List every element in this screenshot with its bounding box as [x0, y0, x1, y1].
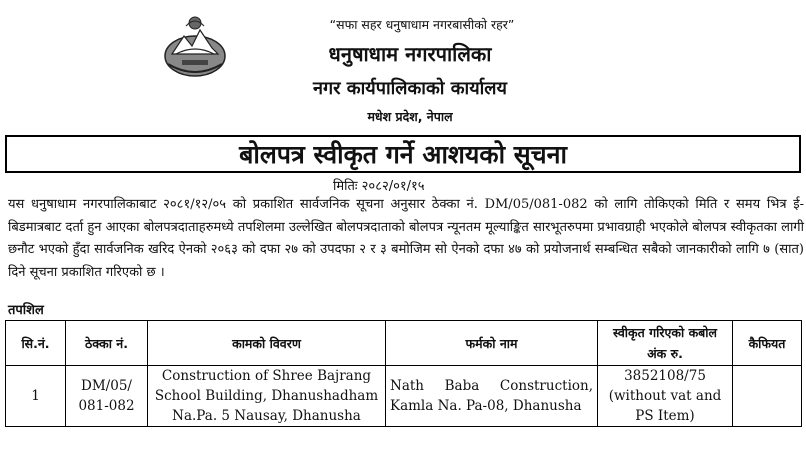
col-header-bid-amount: स्वीकृत गरिएको कबोल अंक रु. [598, 321, 733, 366]
motto: “सफा सहर धनुषाधाम नगरबासीको रहर” [329, 17, 515, 32]
notice-date: मितिः २०८२/०१/१५ [333, 179, 425, 194]
col-header-remarks: कैफियत [733, 321, 802, 366]
cell-remarks [733, 366, 802, 427]
cell-work-description: Construction of Shree Bajrang School Building, Dhanushadham Na.Pa. 5 Nausay, Dhanusha [148, 366, 386, 427]
table-header-row [6, 321, 802, 366]
office-subtitle: नगर कार्यपालिकाको कार्यालय [313, 78, 507, 99]
cell-serial: 1 [6, 366, 66, 427]
tender-table [5, 320, 802, 427]
col-header-work-description: कामको विवरण [148, 321, 386, 366]
province-line: मधेश प्रदेश, नेपाल [367, 109, 453, 124]
notice-title: बोलपत्र स्वीकृत गर्ने आशयको सूचना [5, 135, 801, 173]
col-header-firm-name: फर्मको नाम [386, 321, 598, 366]
col-header-contract-no: ठेक्का नं. [66, 321, 148, 366]
cell-firm-name: Nath Baba Construction, Kamla Na. Pa-08, Dhanusha [386, 366, 598, 427]
notice-body: यस धनुषाधाम नगरपालिकाबाट २०८१/१२/०५ को प्रकाशित सार्वजनिक सूचना अनुसार ठेक्का नं. DM/05/081-082 को लागि तोकिएको मिति र समय भित्र ई-बिडमात्रबाट दर्ता हुन आएका बोलपत्रदाताहरुमध्ये तपशिलमा उल्लेखित बोलपत्रदाताको बोलपत्र न्यूनतम मूल्याङ्कित सारभूतरुपमा प्रभावग्राही भएकोले बोलपत्र स्वीकृतका लागी छनौट भएको हुँदा सार्वजनिक खरिद ऐनको २०६३ को दफा २७ को उपदफा २ र ३ बमोजिम सो ऐनको दफा ४७ को प्रयोजनार्थ सम्बन्धित सबैको जानकारीको लागि ७ (सात) दिने सूचना प्रकाशित गरिएको छ । [8, 197, 804, 280]
table-row [6, 366, 802, 427]
cell-bid-amount: 3852108/75 (without vat and PS Item) [598, 366, 733, 427]
office-name: धनुषाधाम नगरपालिका [328, 42, 492, 66]
cell-contract-no: DM/05/ 081-082 [66, 366, 148, 427]
col-header-serial: सि.नं. [6, 321, 66, 366]
section-label: तपशिल [8, 303, 44, 318]
